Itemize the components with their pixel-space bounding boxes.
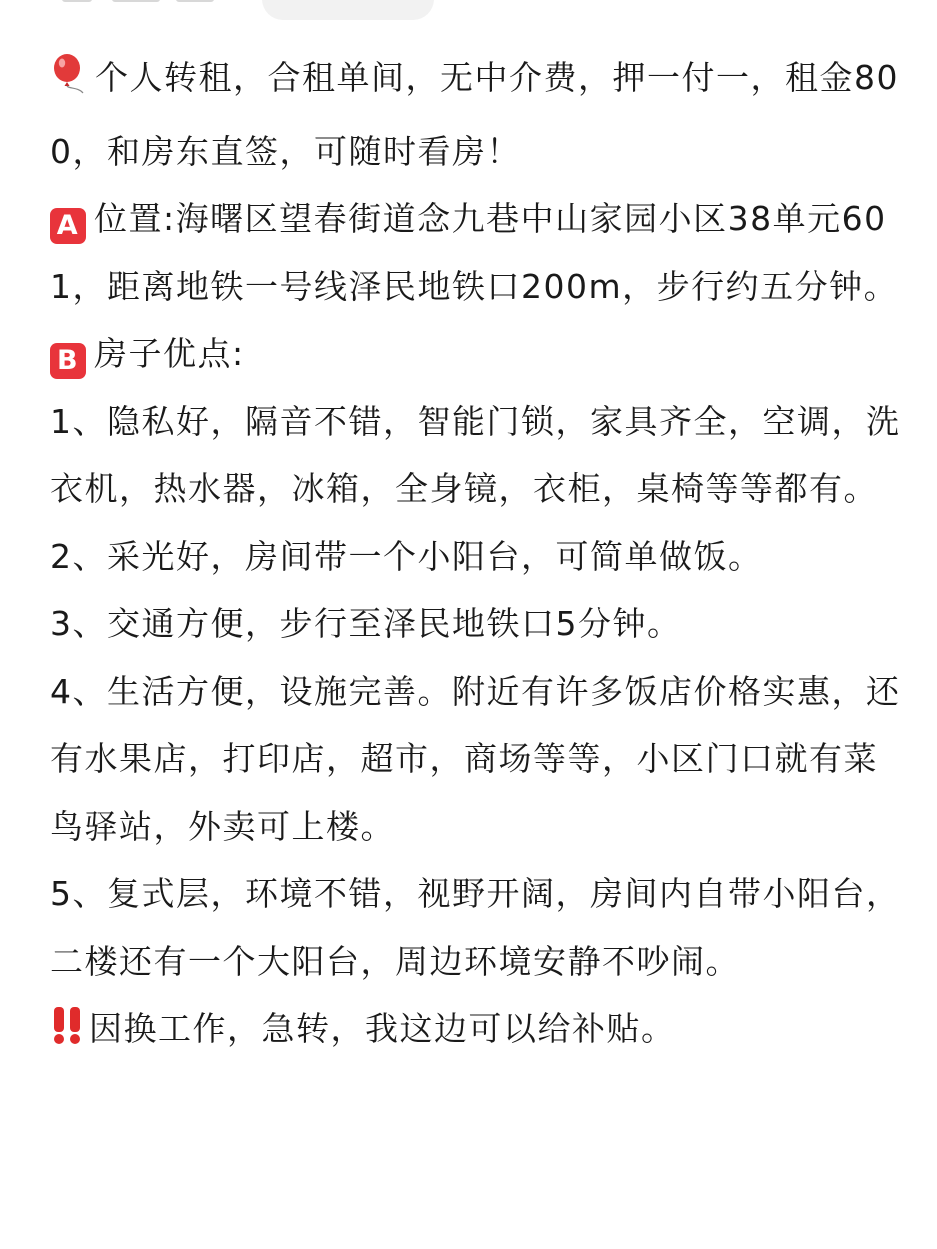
closing-text: 因换工作，急转，我这边可以给补贴。: [89, 1009, 676, 1048]
cropped-text-fragment: [112, 0, 160, 2]
intro-text: 个人转租，合租单间，无中介费，押一付一，租金800，和房东直签，可随时看房！: [50, 58, 899, 171]
badge-a-icon: A: [50, 208, 86, 244]
balloon-icon: [50, 50, 92, 118]
top-pill: [262, 0, 434, 20]
cropped-text-fragment: [62, 0, 92, 2]
location-text: 位置:海曙区望春街道念九巷中山家园小区38单元601，距离地铁一号线泽民地铁口200m，步行约五分钟。: [50, 199, 899, 306]
intro-paragraph: [50, 44, 910, 185]
list-item: 5、复式层，环境不错，视野开阔，房间内自带小阳台，二楼还有一个大阳台，周边环境安静不吵闹。: [50, 874, 901, 981]
list-item: 2、采光好，房间带一个小阳台，可简单做饭。: [50, 536, 763, 576]
list-item: 3、交通方便，步行至泽民地铁口5分钟。: [50, 604, 682, 643]
list-item: 4、生活方便，设施完善。附近有许多饭店价格实惠，还有水果店，打印店，超市，商场等等，小区门口就有菜鸟驿站，外卖可上楼。: [50, 671, 901, 846]
location-paragraph: [50, 185, 910, 320]
top-strip: [0, 0, 937, 22]
list-item: 1、隐私好，隔音不错，智能门锁，家具齐全，空调，洗衣机，热水器，冰箱，全身镜，衣柜，桌椅等等都有。: [50, 401, 901, 508]
closing-paragraph: [50, 995, 910, 1069]
advantages-heading-text: 房子优点:: [94, 334, 245, 373]
double-exclamation-icon: [50, 1001, 86, 1069]
post-body: [50, 44, 910, 1069]
badge-b-icon: B: [50, 343, 86, 379]
advantages-heading: [50, 320, 910, 388]
cropped-text-fragment: [176, 0, 214, 2]
